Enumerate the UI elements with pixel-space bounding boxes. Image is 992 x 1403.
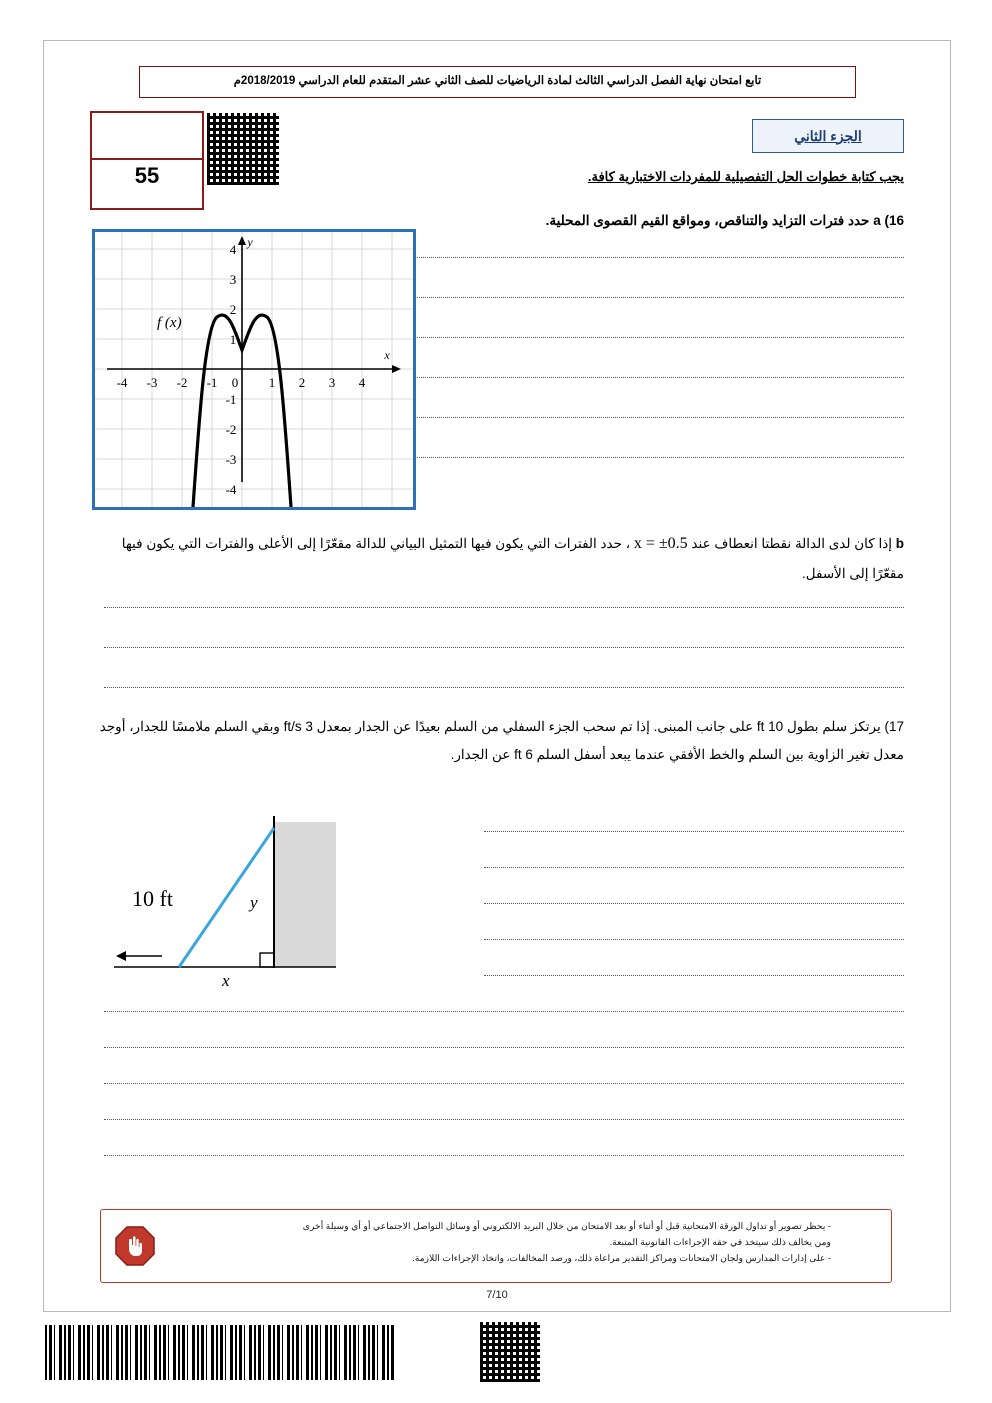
answer-line[interactable] xyxy=(484,939,904,940)
svg-text:2: 2 xyxy=(229,302,237,317)
question-16a-text: حدد فترات التزايد والتناقص، ومواقع القيم القصوى المحلية. xyxy=(545,213,870,228)
svg-text:4: 4 xyxy=(229,242,237,257)
svg-text:-2: -2 xyxy=(225,422,237,437)
question-16b-math: x = ±0.5 xyxy=(633,535,688,552)
section-title-box xyxy=(752,119,904,153)
answer-line[interactable] xyxy=(104,1047,904,1048)
barcode xyxy=(45,1325,395,1380)
ladder-vertical-label: y xyxy=(250,893,258,912)
answer-line[interactable] xyxy=(484,831,904,832)
score-box-divider xyxy=(92,158,202,160)
answer-line[interactable] xyxy=(104,1011,904,1012)
svg-text:0: 0 xyxy=(231,375,239,390)
qr-code-bottom-icon xyxy=(480,1322,540,1382)
warning-line-1: - يحظر تصوير أو تداول الورقة الامتحانية قبل أو أثناء أو بعد الامتحان من خلال البريد الالكتروني أو وسائل التواصل الاجتماعي أو أي وسيلة أخرى xyxy=(302,1221,831,1231)
svg-text:4: 4 xyxy=(358,375,366,390)
question-16a xyxy=(384,213,904,229)
ladder-figure xyxy=(104,816,404,996)
question-16b-text-before: إذا كان لدى الدالة نقطتا انعطاف عند xyxy=(691,536,892,551)
answer-line[interactable] xyxy=(384,417,904,418)
question-16a-number: 16) xyxy=(884,213,904,228)
question-16b xyxy=(89,528,904,587)
function-graph xyxy=(92,229,416,510)
stop-hand-icon xyxy=(115,1226,155,1266)
svg-text:3: 3 xyxy=(229,272,237,287)
svg-text:-3: -3 xyxy=(225,452,237,467)
answer-line[interactable] xyxy=(104,607,904,608)
question-17-number: 17) xyxy=(884,719,904,734)
section-title: الجزء الثاني xyxy=(794,127,862,144)
svg-text:x: x xyxy=(384,348,390,362)
question-16b-part: b xyxy=(895,536,904,551)
warning-line-2: ومن يخالف ذلك سيتخذ في حقه الإجراءات القانونية المتبعة. xyxy=(609,1237,831,1248)
answer-line[interactable] xyxy=(104,687,904,688)
question-16b-text-after: ، حدد الفترات التي يكون فيها التمثيل البياني للدالة مقعّرًا إلى الأعلى والفترات التي يكون فيها مقعّرًا إلى الأسفل. xyxy=(121,536,904,581)
answer-line[interactable] xyxy=(104,1083,904,1084)
exam-header-text: تابع امتحان نهاية الفصل الدراسي الثالث لمادة الرياضيات للصف الثاني عشر المتقدم للعام الدراسي 2018/2019م xyxy=(233,75,762,88)
answer-line[interactable] xyxy=(484,867,904,868)
answer-line[interactable] xyxy=(384,377,904,378)
page-number: 7/10 xyxy=(486,1289,508,1301)
function-label: f (x) xyxy=(157,315,182,331)
score-box xyxy=(90,111,204,210)
answer-line[interactable] xyxy=(384,337,904,338)
svg-text:-2: -2 xyxy=(176,375,188,390)
warning-box xyxy=(100,1209,892,1283)
ladder-length-label: 10 ft xyxy=(132,886,173,911)
answer-line[interactable] xyxy=(384,457,904,458)
exam-header-banner xyxy=(139,66,856,98)
svg-text:3: 3 xyxy=(328,375,336,390)
svg-text:-1: -1 xyxy=(206,375,218,390)
answer-line[interactable] xyxy=(484,903,904,904)
answer-line[interactable] xyxy=(104,647,904,648)
warning-text xyxy=(171,1218,831,1266)
question-17-text: يرتكز سلم بطول 10 ft على جانب المبنى. إذا تم سحب الجزء السفلي من السلم بعيدًا عن الجدار بمعدل 3 ft/s وبقي السلم ملامسًا للجدار، أوجد معدل تغير الزاوية بين السلم والخط الأفقي عندما يبعد أسفل السلم 6 ft عن الجدار. xyxy=(99,719,904,763)
svg-text:-4: -4 xyxy=(116,375,128,390)
answer-line[interactable] xyxy=(484,975,904,976)
question-16a-part: a xyxy=(873,213,881,228)
answer-line[interactable] xyxy=(104,1119,904,1120)
svg-text:2: 2 xyxy=(298,375,306,390)
section-instruction: يجب كتابة خطوات الحل التفصيلية للمفردات الاختبارية كافة. xyxy=(587,169,904,184)
svg-text:y: y xyxy=(247,235,253,249)
question-17 xyxy=(89,713,904,770)
svg-text:1: 1 xyxy=(229,332,237,347)
exam-page xyxy=(43,40,951,1312)
svg-text:-4: -4 xyxy=(225,482,237,497)
answer-line[interactable] xyxy=(384,257,904,258)
graph-svg xyxy=(95,232,413,507)
svg-text:1: 1 xyxy=(268,375,276,390)
svg-text:-1: -1 xyxy=(225,392,237,407)
answer-line[interactable] xyxy=(384,297,904,298)
ladder-horizontal-label: x xyxy=(222,971,230,990)
answer-line[interactable] xyxy=(104,1155,904,1156)
qr-code-icon xyxy=(207,113,279,185)
svg-text:-3: -3 xyxy=(146,375,158,390)
score-value: 55 xyxy=(134,163,160,188)
warning-line-3: - على إدارات المدارس ولجان الامتحانات ومراكز التقدير مراعاة ذلك، ورصد المخالفات، واتخاذ الإجراءات اللازمة. xyxy=(412,1253,831,1264)
ladder-svg xyxy=(104,816,404,996)
